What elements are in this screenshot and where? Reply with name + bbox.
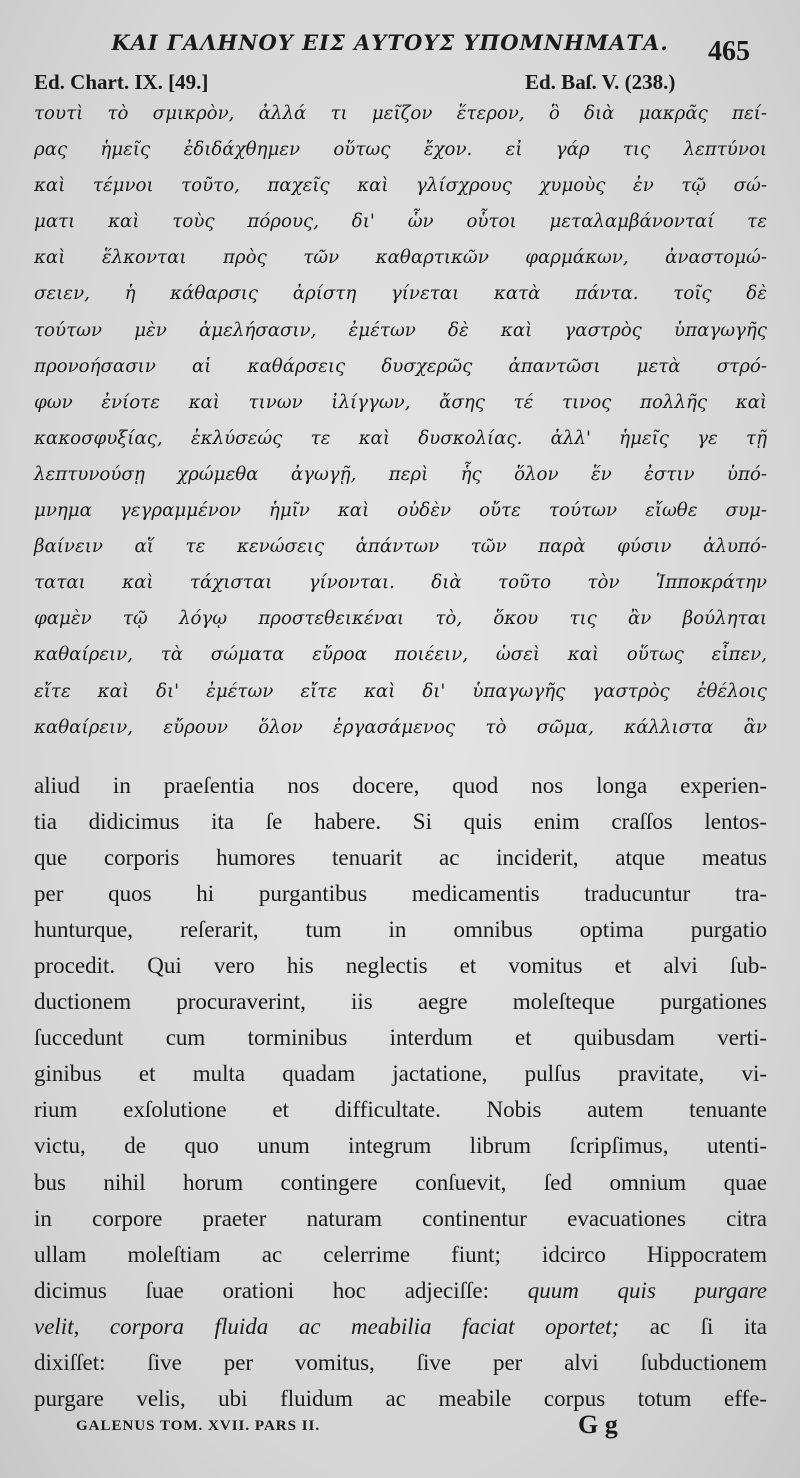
- latin-line: rium exſolutione et difficultate. Nobis autem tenuante: [34, 1097, 767, 1123]
- latin-line: victu, de quo unum integrum librum ſcripſimus, utenti-: [34, 1133, 767, 1159]
- greek-text-block: [34, 96, 767, 746]
- greek-line: σειεν, ἡ κάθαρσις ἀρίστη γίνεται κατὰ πάντα. τοῖς δὲ: [34, 283, 767, 305]
- latin-line-with-quote: [34, 1309, 767, 1345]
- latin-line-text: dicimus ſuae orationi hoc adjeciſſe:: [34, 1277, 490, 1303]
- hippocrates-quote-end: velit, corpora fluida ac meabilia faciat oportet;: [34, 1313, 620, 1339]
- greek-line: προνοήσασιν αἱ καθάρσεις δυσχερῶς ἀπαντῶσι μετὰ στρό-: [34, 355, 767, 377]
- latin-line: tia didicimus ita ſe habere. Si quis enim craſſos lentos-: [34, 809, 767, 835]
- greek-line: εἴτε καὶ δι' ἐμέτων εἴτε καὶ δι' ὑπαγωγῆς γαστρὸς ἐθέλοις: [34, 680, 767, 702]
- greek-line: ματι καὶ τοὺς πόρους, δι' ὧν οὗτοι μεταλαμβάνονταί τε: [34, 211, 767, 233]
- latin-line: que corporis humores tenuarit ac inciderit, atque meatus: [34, 845, 767, 871]
- gathering-mark: G g: [578, 1410, 618, 1439]
- greek-line: κακοσφυξίας, ἐκλύσεώς τε καὶ δυσκολίας. ἀλλ' ἡμεῖς γε τῇ: [34, 427, 767, 449]
- greek-line: καθαίρειν, τὰ σώματα εὔροα ποιέειν, ὡσεὶ καὶ οὕτως εἶπεν,: [34, 644, 767, 666]
- latin-line: ginibus et multa quadam jactatione, pulſus pravitate, vi-: [34, 1061, 767, 1087]
- latin-line: purgare velis, ubi fluidum ac meabile corpus totum effe-: [34, 1385, 767, 1411]
- hippocrates-quote-start: quum quis purgare: [527, 1277, 768, 1303]
- latin-line: in corpore praeter naturam continentur evacuationes citra: [34, 1205, 767, 1231]
- greek-line: ταται καὶ τάχισται γίνονται. διὰ τοῦτο τὸν Ἱπποκράτην: [34, 572, 767, 594]
- edition-reference-chart: Ed. Chart. IX. [49.]: [34, 70, 209, 94]
- greek-line: καὶ ἕλκονται πρὸς τῶν καθαρτικῶν φαρμάκων, ἀναστομώ-: [34, 247, 767, 269]
- greek-line: τουτὶ τὸ σμικρὸν, ἀλλά τι μεῖζον ἕτερον, ὃ διὰ μακρᾶς πεί-: [34, 103, 767, 124]
- greek-line: τούτων μὲν ἀμελήσασιν, ἐμέτων δὲ καὶ γαστρὸς ὑπαγωγῆς: [34, 319, 767, 341]
- greek-line: καὶ τέμνοι τοῦτο, παχεῖς καὶ γλίσχρους χυμοὺς ἐν τῷ σώ-: [34, 175, 767, 197]
- greek-line: φαμὲν τῷ λόγῳ προστεθεικέναι τὸ, ὅκου τις ἂν βούληται: [34, 608, 767, 630]
- latin-line: ductionem procuraverint, iis aegre moleſteque purgationes: [34, 989, 767, 1015]
- greek-line: καθαίρειν, εὔρουν ὅλον ἐργασάμενος τὸ σῶμα, κάλλιστα ἂν: [34, 716, 767, 738]
- greek-line: φων ἐνίοτε καὶ τινων ἰλίγγων, ἄσης τέ τινος πολλῆς καὶ: [34, 391, 767, 413]
- greek-line: βαίνειν αἵ τε κενώσεις ἁπάντων τῶν παρὰ φύσιν ἀλυπό-: [34, 536, 767, 558]
- latin-line: aliud in praeſentia nos docere, quod nos longa experien-: [34, 773, 767, 798]
- latin-line: hunturque, reſerarit, tum in omnibus optima purgatio: [34, 917, 767, 943]
- latin-line: dixiſſet: ſive per vomitus, ſive per alvi ſubductionem: [34, 1349, 767, 1375]
- greek-line: ρας ἡμεῖς ἐδιδάχθημεν οὕτως ἔχον. εἰ γάρ τις λεπτύνοι: [34, 139, 767, 161]
- running-title: ΚΑΙ ΓΑΛΗΝΟΥ ΕΙΣ ΑΥΤΟΥΣ ΥΠΟΜΝΗΜΑΤΑ.: [111, 30, 669, 55]
- latin-line: ullam moleſtiam ac celerrime fiunt; idcirco Hippocratem: [34, 1241, 767, 1267]
- latin-text-block: [34, 768, 767, 1417]
- latin-line-text: ac ſi ita: [619, 1313, 767, 1339]
- latin-line: per quos hi purgantibus medicamentis traducuntur tra-: [34, 881, 767, 907]
- latin-line: bus nihil horum contingere conſuevit, ſed omnium quae: [34, 1169, 767, 1195]
- signature-line: GALENUS TOM. XVII. PARS II.: [76, 1418, 321, 1434]
- greek-line: μνημα γεγραμμένον ἡμῖν καὶ οὐδὲν οὔτε τούτων εἴωθε συμ-: [34, 500, 767, 522]
- latin-line: ſuccedunt cum torminibus interdum et quibusdam verti-: [34, 1025, 767, 1051]
- latin-line: procedit. Qui vero his neglectis et vomitus et alvi ſub-: [34, 953, 767, 979]
- page-number: 465: [708, 36, 750, 67]
- latin-line-with-quote: [34, 1273, 767, 1309]
- edition-reference-basel: Ed. Baſ. V. (238.): [525, 70, 676, 94]
- greek-line: λεπτυνούσῃ χρώμεθα ἀγωγῇ, περὶ ἧς ὅλον ἕν ἐστιν ὑπό-: [34, 463, 767, 485]
